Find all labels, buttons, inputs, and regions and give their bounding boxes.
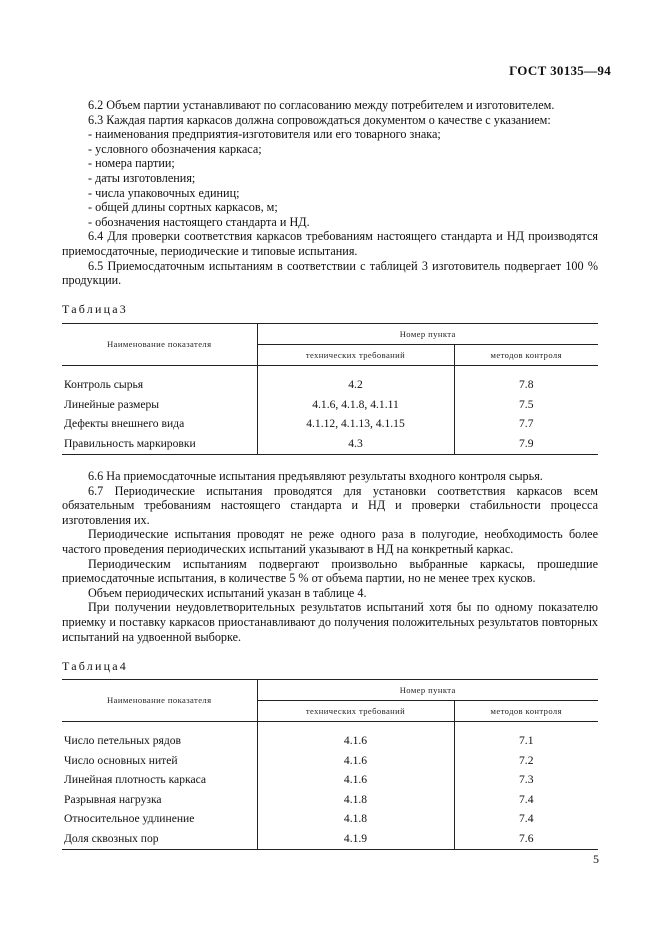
section-6-text-2 [62,469,598,644]
table-4-caption: Таблица4 [62,659,128,673]
list-item: - наименования предприятия-изготовителя или его товарного знака; [88,127,441,142]
standard-code: ГОСТ 30135—94 [509,63,611,78]
cell-method: 7.4 [454,791,598,811]
paragraph-periodic-sampling: Периодическим испытаниям подвергают произвольно выбранные каркасы, прошедшие приемосдаточные испытания, в количестве 5 % от объема партии, но не менее трех кусков. [62,556,598,586]
table-4-header-method: методов контроля [454,701,598,722]
paragraph-6-2: 6.2 Объем партии устанавливают по согласованию между потребителем и изготовителем. [88,98,555,112]
table-3-caption: Таблица3 [62,302,128,316]
cell-name: Линейные размеры [64,397,160,411]
cell-name: Разрывная нагрузка [64,792,162,806]
cell-name: Число петельных рядов [64,734,181,748]
table-4-header-group: Номер пункта [257,680,598,701]
list-item: - даты изготовления; [88,170,196,185]
cell-method: 7.7 [454,415,598,435]
table-4 [62,679,598,850]
cell-name: Линейная плотность каркаса [64,773,207,787]
paragraph-6-6: 6.6 На приемосдаточные испытания предъявляют результаты входного контроля сырья. [88,469,543,483]
cell-method: 7.6 [454,830,598,850]
cell-tech: 4.1.8 [257,810,454,830]
paragraph-6-3: 6.3 Каждая партия каркасов должна сопровождаться документом о качестве с указанием: [88,112,551,127]
table-row [62,791,598,811]
table-row [62,415,598,435]
paragraph-periodic-frequency: Периодические испытания проводят не реже одного раза в полугодие, необходимость более частого проведения периодических испытаний указывают в НД на конкретный каркас. [62,527,598,556]
cell-tech: 4.1.6 [257,722,454,752]
table-row [62,771,598,791]
list-item: - общей длины сортных каркасов, м; [88,200,278,215]
table-row [62,396,598,416]
paragraph-periodic-scope: Объем периодических испытаний указан в таблице 4. [88,585,367,600]
table-3-header-tech: технических требований [257,345,454,366]
list-item: - числа упаковочных единиц; [88,185,240,200]
cell-tech: 4.1.12, 4.1.13, 4.1.15 [257,415,454,435]
cell-name: Дефекты внешнего вида [64,417,185,431]
page-number: 5 [593,852,599,866]
list-item: - условного обозначения каркаса; [88,141,262,156]
table-3 [62,323,598,455]
table-row [62,366,598,396]
cell-method: 7.9 [454,435,598,455]
cell-tech: 4.3 [257,435,454,455]
section-6-text-1 [62,98,598,288]
table-row [62,810,598,830]
list-item: - обозначения настоящего стандарта и НД. [88,214,310,229]
cell-tech: 4.1.6 [257,771,454,791]
cell-tech: 4.1.9 [257,830,454,850]
table-3-header-name: Наименование показателя [62,324,257,366]
cell-name: Относительное удлинение [64,812,195,826]
cell-name: Число основных нитей [64,753,178,767]
table-row [62,752,598,772]
table-3-header-group: Номер пункта [257,324,598,345]
table-row [62,435,598,455]
cell-tech: 4.1.6, 4.1.8, 4.1.11 [257,396,454,416]
table-row [62,722,598,752]
table-3-header-method: методов контроля [454,345,598,366]
cell-name: Доля сквозных пор [62,830,257,850]
paragraph-6-5: 6.5 Приемосдаточным испытаниям в соответствии с таблицей 3 изготовитель подвергает 100 % продукции. [62,258,598,288]
cell-tech: 4.1.6 [257,752,454,772]
paragraph-6-4: 6.4 Для проверки соответствия каркасов требованиям настоящего стандарта и НД производятся приемосдаточные, периодические и типовые испытания. [62,229,598,258]
cell-method: 7.2 [454,752,598,772]
cell-method: 7.5 [454,396,598,416]
cell-method: 7.3 [454,771,598,791]
table-row [62,830,598,850]
cell-tech: 4.2 [257,366,454,396]
table-4-header-tech: технических требований [257,701,454,722]
paragraph-6-7: 6.7 Периодические испытания проводятся для установки соответствия каркасов всем обязательным требованиям настоящего стандарта и НД и проверки стабильности процесса изготовления их. [62,483,598,527]
cell-method: 7.4 [454,810,598,830]
cell-method: 7.1 [454,722,598,752]
paragraph-unsatisfactory-results: При получении неудовлетворительных результатов испытаний хотя бы по одному показателю приемку и поставку каркасов приостанавливают до получения положительных результатов повторных испытаний на удвоенной выборке. [62,600,598,644]
cell-tech: 4.1.8 [257,791,454,811]
table-4-header-name: Наименование показателя [62,680,257,722]
cell-name: Правильность маркировки [62,435,257,455]
cell-name: Контроль сырья [64,378,144,392]
cell-method: 7.8 [454,366,598,396]
list-item: - номера партии; [88,156,175,171]
